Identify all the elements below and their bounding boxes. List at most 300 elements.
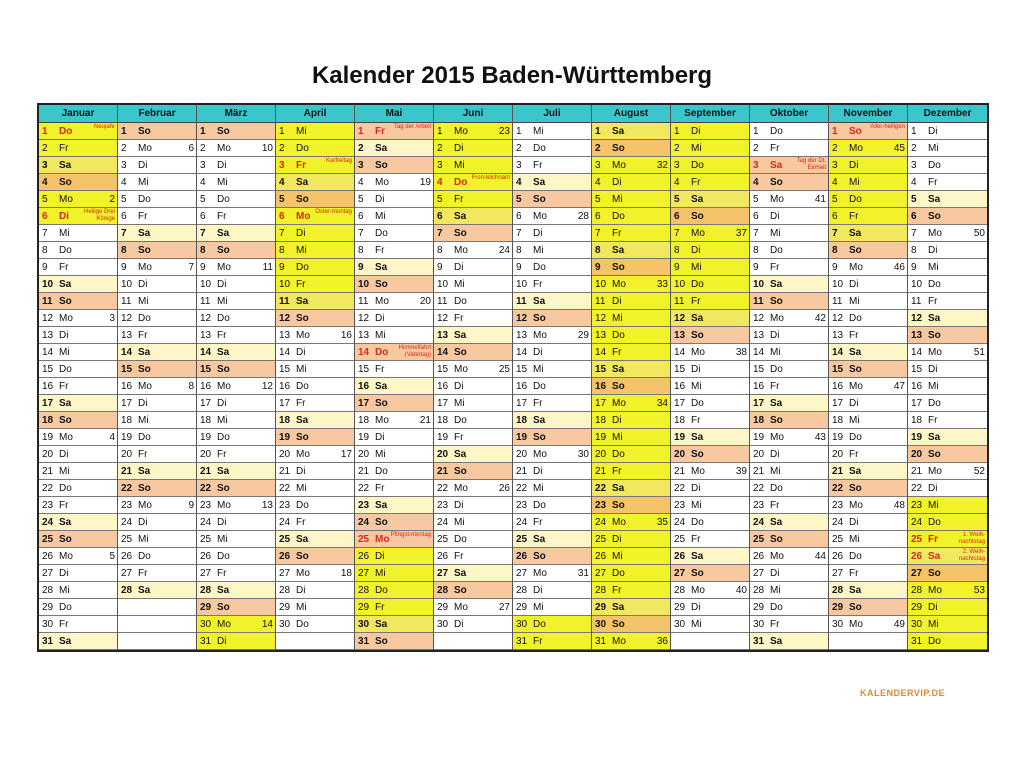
day-cell (513, 565, 591, 582)
day-number: 22 (595, 483, 607, 494)
day-number: 25 (595, 534, 607, 545)
weekday-label: Fr (928, 534, 938, 545)
week-number: 39 (735, 466, 747, 477)
weekday-label: Di (849, 160, 859, 171)
day-number: 21 (753, 466, 765, 477)
day-number: 8 (200, 245, 206, 256)
weekday-label: Sa (375, 619, 388, 630)
weekday-label: Mo (59, 432, 73, 443)
week-number: 2 (109, 194, 115, 205)
weekday-label: Do (59, 483, 72, 494)
day-number: 26 (42, 551, 54, 562)
day-cell (513, 276, 591, 293)
day-cell (592, 378, 670, 395)
weekday-label: Mo (770, 432, 784, 443)
day-cell (908, 514, 987, 531)
weekday-label: So (533, 432, 546, 443)
day-cell (671, 174, 749, 191)
day-number: 6 (753, 211, 759, 222)
day-cell (39, 565, 117, 582)
day-number: 27 (516, 568, 528, 579)
day-number: 21 (121, 466, 133, 477)
weekday-label: Di (533, 585, 543, 596)
day-number: 18 (832, 415, 844, 426)
day-number: 13 (516, 330, 528, 341)
day-cell (39, 378, 117, 395)
day-cell (118, 497, 196, 514)
day-cell (750, 259, 828, 276)
holiday-name: Tag der Dt. Einheit (796, 158, 826, 171)
weekday-label: Do (138, 194, 151, 205)
weekday-label: Mo (533, 330, 547, 341)
day-cell (829, 616, 907, 633)
day-cell (750, 599, 828, 616)
day-cell (434, 259, 512, 276)
weekday-label: Mi (454, 517, 465, 528)
weekday-label: Mo (849, 262, 863, 273)
weekday-label: Mo (849, 619, 863, 630)
weekday-label: Mo (138, 381, 152, 392)
day-cell (908, 123, 987, 140)
day-cell (276, 259, 354, 276)
weekday-label: Di (59, 330, 69, 341)
weekday-label: Mo (375, 296, 389, 307)
day-number: 14 (516, 347, 528, 358)
day-cell (513, 446, 591, 463)
day-cell (355, 310, 433, 327)
weekday-label: Sa (375, 262, 388, 273)
day-cell (434, 446, 512, 463)
day-cell (276, 548, 354, 565)
holiday-name: Neujahr (93, 124, 115, 130)
day-number: 7 (200, 228, 206, 239)
day-cell (908, 633, 987, 650)
empty-day-cell (434, 633, 512, 650)
day-number: 4 (674, 177, 680, 188)
week-number: 46 (893, 262, 905, 273)
day-cell (829, 531, 907, 548)
weekday-label: Mo (612, 398, 626, 409)
day-number: 22 (832, 483, 844, 494)
weekday-label: Do (928, 517, 941, 528)
weekday-label: Sa (138, 347, 151, 358)
weekday-label: Mi (612, 313, 623, 324)
day-number: 21 (279, 466, 291, 477)
day-number: 29 (911, 602, 923, 613)
week-number: 34 (656, 398, 668, 409)
weekday-label: Fr (375, 245, 385, 256)
day-number: 31 (753, 636, 765, 647)
day-number: 7 (832, 228, 838, 239)
day-number: 19 (279, 432, 291, 443)
day-number: 19 (121, 432, 133, 443)
day-cell (592, 208, 670, 225)
day-number: 11 (121, 296, 132, 307)
day-cell (276, 463, 354, 480)
day-number: 23 (200, 500, 212, 511)
day-cell (197, 616, 275, 633)
weekday-label: Mo (59, 194, 73, 205)
weekday-label: Mo (296, 330, 310, 341)
day-cell (39, 548, 117, 565)
weekday-label: Mi (849, 296, 860, 307)
day-number: 18 (358, 415, 370, 426)
day-cell (434, 395, 512, 412)
weekday-label: So (138, 245, 151, 256)
weekday-label: Mi (59, 466, 70, 477)
day-number: 23 (753, 500, 765, 511)
day-number: 18 (121, 415, 133, 426)
weekday-label: Sa (533, 415, 546, 426)
weekday-label: Sa (612, 483, 625, 494)
day-cell (592, 565, 670, 582)
day-cell (355, 174, 433, 191)
day-cell (39, 174, 117, 191)
weekday-label: Di (454, 143, 464, 154)
weekday-label: Fr (59, 143, 69, 154)
weekday-label: Di (454, 262, 464, 273)
day-number: 12 (911, 313, 923, 324)
day-number: 11 (279, 296, 290, 307)
weekday-label: Di (770, 568, 780, 579)
weekday-label: So (612, 262, 625, 273)
day-cell (750, 446, 828, 463)
weekday-label: Sa (138, 466, 151, 477)
weekday-label: So (59, 415, 72, 426)
weekday-label: Do (928, 279, 941, 290)
day-cell (355, 293, 433, 310)
week-number: 48 (893, 500, 905, 511)
day-cell (592, 123, 670, 140)
day-cell (276, 174, 354, 191)
weekday-label: So (691, 211, 704, 222)
day-cell (829, 310, 907, 327)
weekday-label: Do (296, 619, 309, 630)
day-number: 13 (121, 330, 133, 341)
day-number: 3 (832, 160, 838, 171)
day-number: 22 (753, 483, 765, 494)
month-column (197, 105, 276, 650)
day-cell (118, 344, 196, 361)
day-cell (276, 344, 354, 361)
day-number: 29 (42, 602, 54, 613)
day-number: 16 (200, 381, 212, 392)
day-cell (197, 327, 275, 344)
day-number: 16 (358, 381, 370, 392)
day-number: 5 (832, 194, 838, 205)
day-cell (671, 548, 749, 565)
day-cell (592, 293, 670, 310)
weekday-label: Fr (454, 551, 464, 562)
day-cell (276, 327, 354, 344)
day-cell (197, 310, 275, 327)
day-number: 12 (753, 313, 765, 324)
weekday-label: Mo (138, 262, 152, 273)
day-number: 10 (437, 279, 449, 290)
day-number: 18 (674, 415, 686, 426)
day-cell (434, 191, 512, 208)
day-cell (750, 548, 828, 565)
day-number: 2 (279, 143, 285, 154)
weekday-label: Mo (454, 126, 468, 137)
day-number: 15 (911, 364, 923, 375)
day-cell (513, 463, 591, 480)
day-number: 22 (911, 483, 923, 494)
day-number: 2 (516, 143, 522, 154)
day-number: 15 (674, 364, 686, 375)
day-cell (118, 446, 196, 463)
day-cell (434, 480, 512, 497)
day-cell (513, 208, 591, 225)
weekday-label: Mi (217, 296, 228, 307)
weekday-label: Fr (691, 415, 701, 426)
day-number: 20 (279, 449, 291, 460)
day-number: 6 (42, 211, 48, 222)
holiday-name: Fron-leichnam (471, 175, 510, 181)
day-cell (829, 174, 907, 191)
day-number: 17 (674, 398, 686, 409)
weekday-label: Do (296, 500, 309, 511)
day-cell (355, 123, 433, 140)
weekday-label: So (375, 636, 388, 647)
day-number: 28 (121, 585, 133, 596)
day-number: 25 (911, 534, 923, 545)
day-cell (355, 344, 433, 361)
weekday-label: Fr (849, 449, 859, 460)
day-cell (750, 412, 828, 429)
weekday-label: Di (138, 398, 148, 409)
holiday-name: Himmelfahrt (Vatertag) (398, 345, 431, 358)
day-cell (671, 344, 749, 361)
day-cell (908, 429, 987, 446)
day-cell (592, 599, 670, 616)
weekday-label: Mi (533, 602, 544, 613)
weekday-label: So (375, 279, 388, 290)
weekday-label: Mi (770, 466, 781, 477)
day-cell (829, 327, 907, 344)
weekday-label: Sa (612, 126, 625, 137)
day-number: 14 (832, 347, 844, 358)
day-number: 20 (595, 449, 607, 460)
day-cell (513, 310, 591, 327)
day-number: 11 (200, 296, 211, 307)
day-cell (434, 378, 512, 395)
day-number: 8 (832, 245, 838, 256)
week-number: 51 (973, 347, 985, 358)
weekday-label: Mi (533, 126, 544, 137)
day-number: 27 (753, 568, 765, 579)
day-cell (671, 208, 749, 225)
day-number: 1 (279, 126, 285, 137)
day-number: 13 (753, 330, 765, 341)
day-cell (276, 378, 354, 395)
weekday-label: Fr (217, 330, 227, 341)
day-cell (671, 412, 749, 429)
day-cell (592, 327, 670, 344)
weekday-label: Sa (59, 517, 72, 528)
day-cell (908, 157, 987, 174)
weekday-label: Do (138, 432, 151, 443)
day-cell (671, 616, 749, 633)
weekday-label: Mi (217, 534, 228, 545)
weekday-label: Sa (691, 313, 704, 324)
weekday-label: Mo (691, 228, 705, 239)
day-number: 26 (516, 551, 528, 562)
weekday-label: Di (375, 313, 385, 324)
weekday-label: Sa (138, 585, 151, 596)
weekday-label: Mo (375, 177, 389, 188)
weekday-label: Mi (691, 619, 702, 630)
day-number: 10 (753, 279, 765, 290)
empty-day-cell (671, 633, 749, 650)
weekday-label: Mi (928, 262, 939, 273)
day-cell (355, 225, 433, 242)
day-number: 27 (437, 568, 449, 579)
weekday-label: Do (59, 602, 72, 613)
day-cell (276, 157, 354, 174)
day-cell (118, 429, 196, 446)
day-number: 12 (832, 313, 844, 324)
day-cell (39, 395, 117, 412)
week-number: 45 (893, 143, 905, 154)
day-number: 9 (200, 262, 206, 273)
weekday-label: Mi (691, 381, 702, 392)
day-cell (355, 480, 433, 497)
day-number: 10 (832, 279, 844, 290)
day-number: 18 (753, 415, 765, 426)
day-number: 31 (516, 636, 528, 647)
day-number: 24 (911, 517, 923, 528)
day-number: 15 (753, 364, 765, 375)
day-cell (39, 429, 117, 446)
weekday-label: Do (296, 381, 309, 392)
weekday-label: Mi (138, 534, 149, 545)
day-cell (750, 344, 828, 361)
weekday-label: Di (928, 245, 938, 256)
weekday-label: Sa (296, 177, 309, 188)
weekday-label: Do (928, 398, 941, 409)
weekday-label: Mo (138, 143, 152, 154)
weekday-label: Sa (770, 517, 783, 528)
day-cell (671, 446, 749, 463)
day-cell (39, 361, 117, 378)
weekday-label: Do (375, 585, 388, 596)
weekday-label: Mi (849, 415, 860, 426)
day-number: 26 (753, 551, 765, 562)
day-number: 14 (911, 347, 923, 358)
weekday-label: Mo (59, 551, 73, 562)
weekday-label: So (849, 126, 862, 137)
weekday-label: Mi (138, 177, 149, 188)
weekday-label: Do (533, 143, 546, 154)
day-cell (592, 548, 670, 565)
day-number: 7 (674, 228, 680, 239)
weekday-label: Mi (296, 483, 307, 494)
day-number: 17 (911, 398, 923, 409)
day-number: 27 (42, 568, 54, 579)
weekday-label: Mo (454, 245, 468, 256)
day-number: 28 (832, 585, 844, 596)
day-number: 11 (358, 296, 369, 307)
day-cell (434, 412, 512, 429)
day-number: 18 (911, 415, 923, 426)
day-number: 25 (42, 534, 54, 545)
day-cell (513, 582, 591, 599)
day-cell (39, 446, 117, 463)
month-column (671, 105, 750, 650)
day-number: 3 (437, 160, 443, 171)
day-cell (829, 259, 907, 276)
day-number: 11 (42, 296, 53, 307)
weekday-label: Di (375, 432, 385, 443)
weekday-label: Di (849, 517, 859, 528)
day-cell (513, 123, 591, 140)
weekday-label: Sa (59, 279, 72, 290)
day-cell (355, 582, 433, 599)
day-cell (276, 310, 354, 327)
weekday-label: Mi (770, 585, 781, 596)
weekday-label: So (138, 483, 151, 494)
day-number: 5 (358, 194, 364, 205)
day-cell (118, 361, 196, 378)
weekday-label: Sa (454, 330, 467, 341)
weekday-label: Sa (849, 585, 862, 596)
weekday-label: So (454, 466, 467, 477)
weekday-label: Mi (849, 534, 860, 545)
week-number: 17 (340, 449, 352, 460)
day-number: 20 (516, 449, 528, 460)
day-cell (434, 514, 512, 531)
weekday-label: Mo (770, 313, 784, 324)
weekday-label: Mi (533, 483, 544, 494)
day-cell (829, 242, 907, 259)
day-cell (355, 514, 433, 531)
day-number: 4 (42, 177, 48, 188)
weekday-label: Mi (217, 177, 228, 188)
day-number: 12 (516, 313, 528, 324)
day-number: 17 (279, 398, 291, 409)
day-cell (829, 565, 907, 582)
day-cell (829, 514, 907, 531)
weekday-label: Fr (533, 517, 543, 528)
day-cell (592, 531, 670, 548)
weekday-label: Do (533, 381, 546, 392)
day-cell (513, 548, 591, 565)
day-cell (276, 208, 354, 225)
day-cell (908, 344, 987, 361)
day-cell (829, 429, 907, 446)
week-number: 6 (188, 143, 194, 154)
day-cell (434, 361, 512, 378)
weekday-label: Fr (770, 143, 780, 154)
day-number: 22 (121, 483, 133, 494)
day-cell (908, 259, 987, 276)
day-number: 29 (832, 602, 844, 613)
day-number: 15 (437, 364, 449, 375)
weekday-label: Sa (59, 160, 72, 171)
day-number: 15 (358, 364, 370, 375)
day-cell (750, 174, 828, 191)
day-number: 16 (121, 381, 133, 392)
day-number: 19 (42, 432, 54, 443)
day-number: 3 (358, 160, 364, 171)
day-number: 5 (200, 194, 206, 205)
day-cell (592, 344, 670, 361)
day-cell (908, 140, 987, 157)
holiday-name: Aller-heiligen (870, 124, 905, 130)
day-cell (118, 480, 196, 497)
day-number: 13 (200, 330, 212, 341)
